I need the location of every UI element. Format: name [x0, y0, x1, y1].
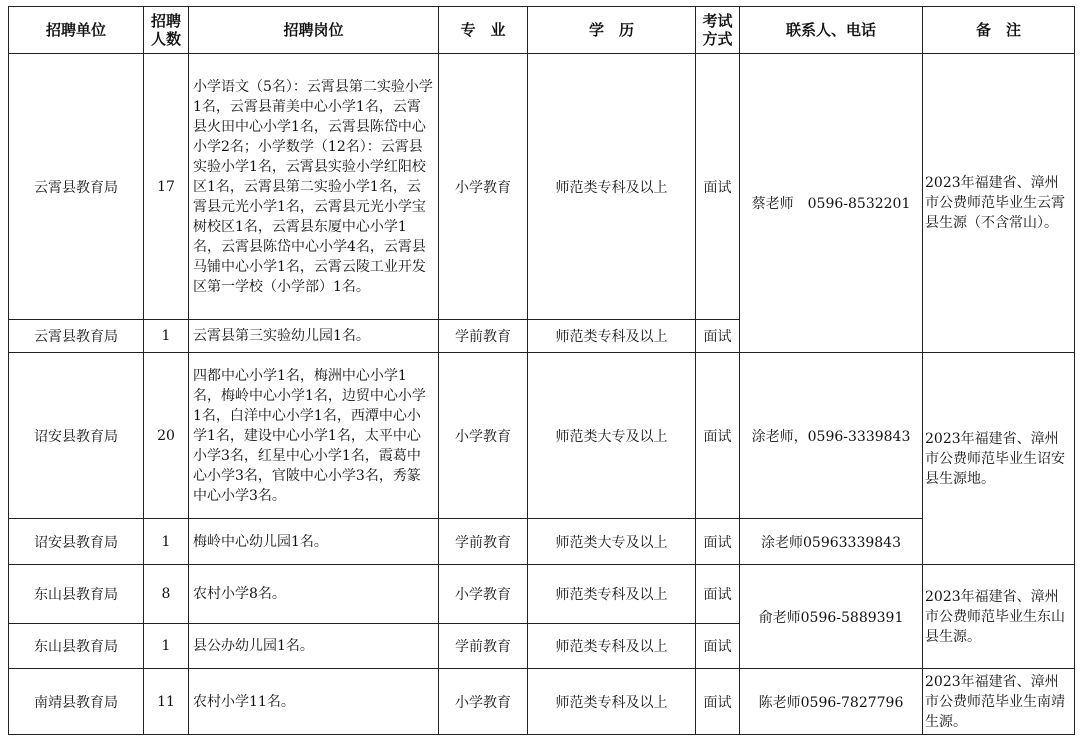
cell-position: 小学语文（5名）：云霄县第二实验小学1名，云霄县莆美中心小学1名，云霄县火田中心小学1名，云霄县陈岱中心小学2名；小学数学（12名）：云霄县实验小学1名，云霄县实验小学红阳校区1名，云霄县第二实验小学1名，云霄县元光小学1名，云霄县元光小学宝树校区1名，云霄县东厦中心小学1名，云霄县陈岱中心小学4名，云霄县马铺中心小学1名，云霄云陵工业开发区第一学校（小学部）1名。 — [189, 54, 439, 320]
header-education: 学 历 — [528, 7, 696, 54]
cell-exam: 面试 — [696, 320, 740, 353]
cell-education: 师范类专科及以上 — [528, 54, 696, 320]
cell-note-nanjing: 2023年福建省、漳州市公费师范毕业生南靖生源。 — [923, 669, 1075, 735]
cell-major: 小学教育 — [439, 353, 528, 519]
header-position: 招聘岗位 — [189, 7, 439, 54]
cell-major: 小学教育 — [439, 669, 528, 735]
cell-position: 梅岭中心幼儿园1名。 — [189, 519, 439, 565]
header-note: 备 注 — [923, 7, 1075, 54]
cell-exam: 面试 — [696, 669, 740, 735]
cell-position: 县公办幼儿园1名。 — [189, 624, 439, 669]
cell-contact-zhaoan-preschool: 涂老师05963339843 — [740, 519, 923, 565]
cell-count: 20 — [144, 353, 189, 519]
cell-unit: 云霄县教育局 — [9, 320, 144, 353]
header-row — [9, 7, 1075, 54]
cell-unit: 诏安县教育局 — [9, 353, 144, 519]
cell-major: 学前教育 — [439, 320, 528, 353]
cell-unit: 诏安县教育局 — [9, 519, 144, 565]
cell-count: 1 — [144, 624, 189, 669]
header-exam: 考试方式 — [696, 7, 740, 54]
cell-exam: 面试 — [696, 624, 740, 669]
cell-education: 师范类专科及以上 — [528, 565, 696, 624]
cell-note-dongshan: 2023年福建省、漳州市公费师范毕业生东山县生源。 — [923, 565, 1075, 669]
cell-major: 学前教育 — [439, 519, 528, 565]
recruitment-table-wrapper — [8, 6, 1075, 735]
header-count: 招聘人数 — [144, 7, 189, 54]
cell-contact-zhaoan-primary: 涂老师，0596-3339843 — [740, 353, 923, 519]
header-contact: 联系人、电话 — [740, 7, 923, 54]
cell-exam: 面试 — [696, 565, 740, 624]
table-row — [9, 353, 1075, 519]
cell-exam: 面试 — [696, 519, 740, 565]
cell-exam: 面试 — [696, 54, 740, 320]
cell-note-yunxiao: 2023年福建省、漳州市公费师范毕业生云霄县生源（不含常山）。 — [923, 54, 1075, 353]
cell-position: 四都中心小学1名，梅洲中心小学1名，梅岭中心小学1名，边贸中心小学1名，白洋中心小学1名，西潭中心小学1名，建设中心小学1名，太平中心小学3名，红星中心小学1名，霞葛中心小学3名，官陂中心小学3名，秀篆中心小学3名。 — [189, 353, 439, 519]
cell-major: 学前教育 — [439, 624, 528, 669]
table-row — [9, 54, 1075, 320]
cell-exam: 面试 — [696, 353, 740, 519]
header-major: 专 业 — [439, 7, 528, 54]
cell-contact-nanjing: 陈老师0596-7827796 — [740, 669, 923, 735]
cell-contact-yunxiao: 蔡老师 0596-8532201 — [740, 54, 923, 353]
cell-education: 师范类专科及以上 — [528, 669, 696, 735]
cell-unit: 南靖县教育局 — [9, 669, 144, 735]
cell-count: 11 — [144, 669, 189, 735]
table-row — [9, 519, 1075, 565]
header-unit: 招聘单位 — [9, 7, 144, 54]
cell-education: 师范类大专及以上 — [528, 353, 696, 519]
cell-count: 8 — [144, 565, 189, 624]
cell-position: 农村小学8名。 — [189, 565, 439, 624]
cell-contact-dongshan: 俞老师0596-5889391 — [740, 565, 923, 669]
cell-note-zhaoan: 2023年福建省、漳州市公费师范毕业生诏安县生源地。 — [923, 353, 1075, 565]
cell-education: 师范类专科及以上 — [528, 320, 696, 353]
table-row — [9, 565, 1075, 624]
cell-count: 1 — [144, 519, 189, 565]
table-row — [9, 669, 1075, 735]
cell-major: 小学教育 — [439, 565, 528, 624]
cell-position: 农村小学11名。 — [189, 669, 439, 735]
cell-position: 云霄县第三实验幼儿园1名。 — [189, 320, 439, 353]
cell-education: 师范类专科及以上 — [528, 624, 696, 669]
cell-unit: 东山县教育局 — [9, 565, 144, 624]
cell-count: 17 — [144, 54, 189, 320]
cell-unit: 云霄县教育局 — [9, 54, 144, 320]
recruitment-table — [8, 6, 1075, 735]
cell-count: 1 — [144, 320, 189, 353]
cell-education: 师范类大专及以上 — [528, 519, 696, 565]
cell-unit: 东山县教育局 — [9, 624, 144, 669]
cell-major: 小学教育 — [439, 54, 528, 320]
